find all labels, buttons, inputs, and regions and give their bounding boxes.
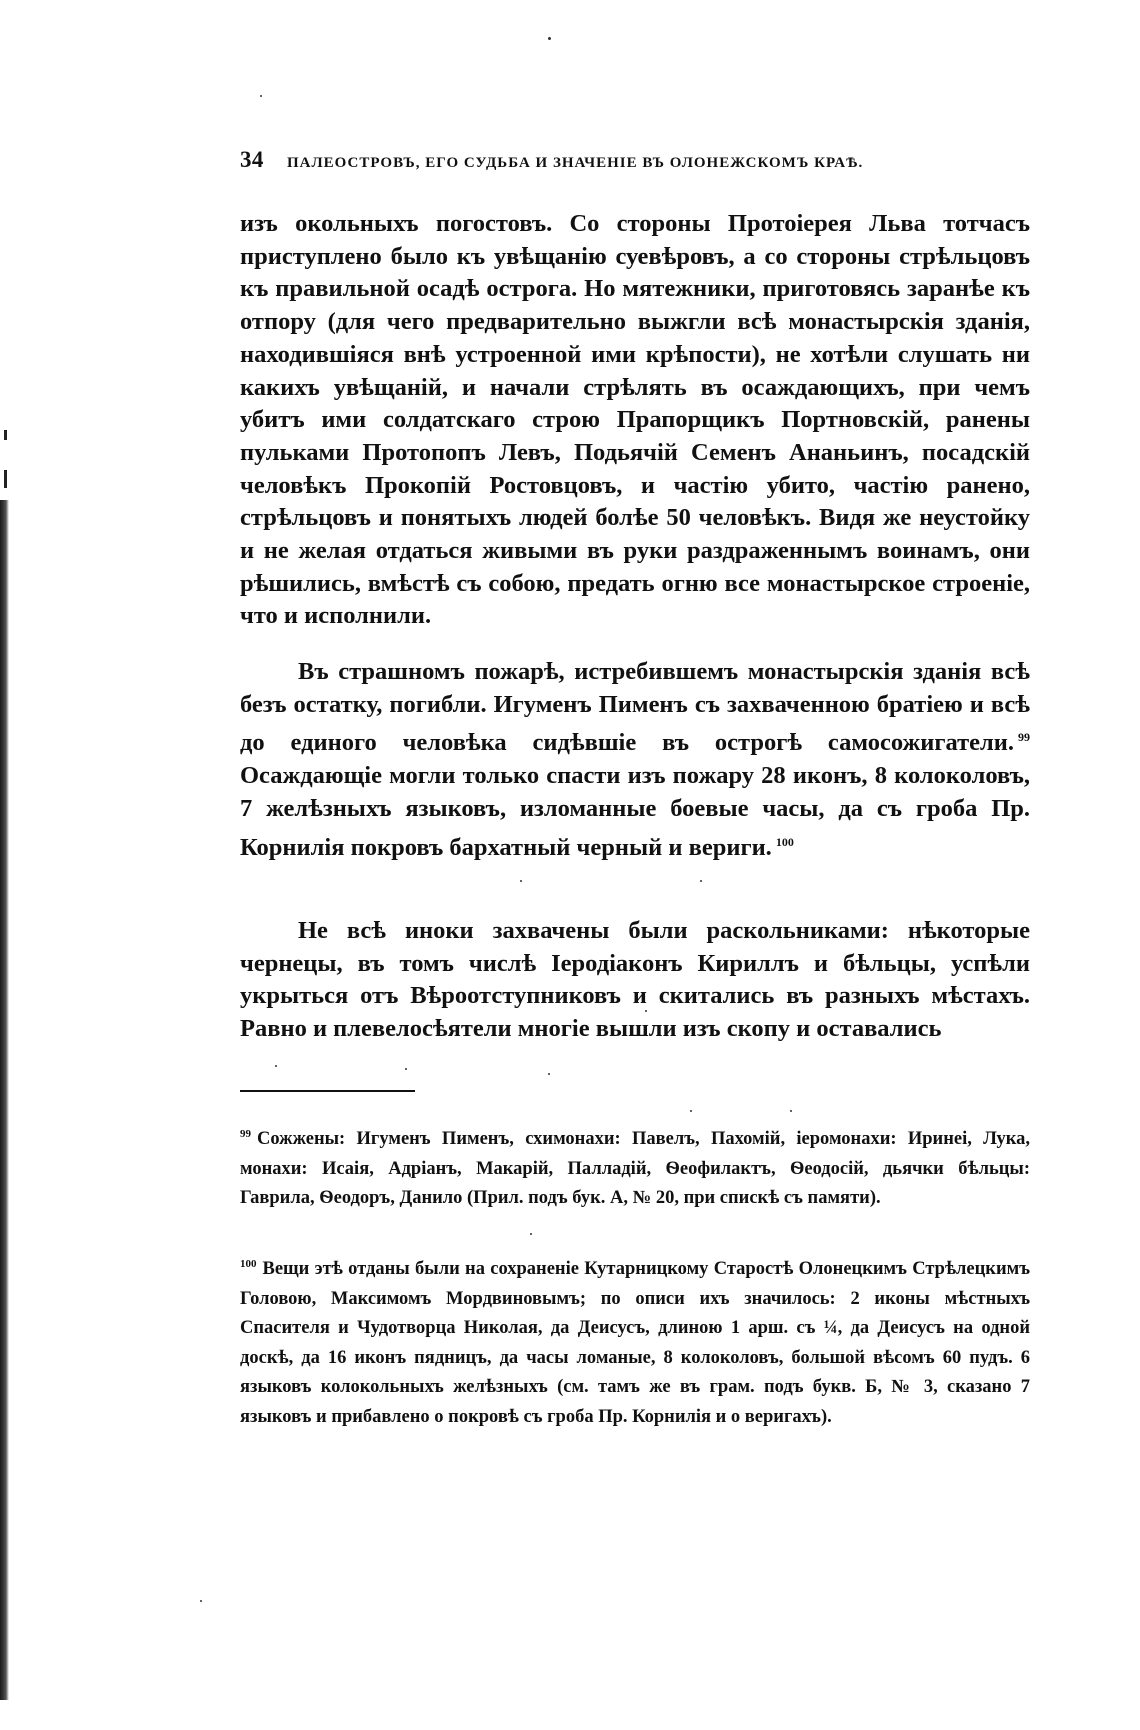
footnote-marker: 100 [240,1258,257,1270]
footnote-text: Вещи этѣ отданы были на сохраненіе Кутарницкому Старостѣ Олонецкимъ Стрѣлецкимъ Головою, Максимомъ Мордвиновымъ; по описи ихъ значилось: 2 иконы мѣстныхъ Спасителя и Чудотворца Николая, да Деисусъ, длиною 1 арш. съ ¼, да Деисусъ на одной доскѣ, да 16 иконъ пядницъ, да часы ломаные, 8 колоколовъ, большой вѣсомъ 60 пудъ. 6 языковъ колокольныхъ желѣзныхъ (см. тамъ же въ грам. подъ букв. Б, № 3, сказано 7 языковъ и прибавлено о покровѣ съ гроба Пр. Корнилія и о веригахъ). [240,1259,1030,1427]
scan-speck [690,1110,692,1112]
footnote-100 [240,1250,1030,1432]
paragraph-2 [240,656,1030,865]
paragraph-1: изъ окольныхъ погостовъ. Со стороны Протоіерея Льва тотчасъ приступлено было къ увѣщанію суевѣровъ, а со стороны стрѣльцовъ къ правильной осадѣ острога. Но мятежники, приготовясь заранѣе къ отпору (для чего предварительно выжгли всѣ монастырскія зданія, находившіяся внѣ устроенной ими крѣпости), не хотѣли слушать ни какихъ увѣщаній, и начали стрѣлять въ осаждающихъ, при чемъ убитъ ими солдатскаго строю Прапорщикъ Портновскій, ранены пульками Протопопъ Левъ, Подьячій Семенъ Ананьинъ, посадскій человѣкъ Прокопій Ростовцовъ, и частію убито, частію ранено, стрѣльцовъ и понятыхъ людей болѣе 50 человѣкъ. Видя же неустойку и не желая отдаться живыми въ руки раздраженнымъ воинамъ, они рѣшились, вмѣстѣ съ собою, предать огню все монастырское строеніе, что и исполнили. [240,210,1030,630]
scan-speck [530,1233,532,1235]
page-number: 34 [240,147,264,172]
binding-speck [4,430,7,440]
running-header [240,147,1030,173]
scan-speck [275,1065,277,1067]
footnote-ref-99[interactable]: 99 [1018,730,1030,745]
scan-speck [700,880,702,882]
footnote-ref-100[interactable]: 100 [775,834,794,849]
footnote-99 [240,1120,1030,1214]
paragraph-3: Не всѣ иноки захвачены были раскольниками: нѣкоторые чернецы, въ томъ числѣ Іеродіаконъ Кириллъ и бѣльцы, успѣли укрыться отъ Вѣроотступниковъ и скитались въ разныхъ мѣстахъ. Равно и плевелосѣятели многіе вышли изъ скопу и оставались [240,917,1030,1043]
running-title: ПАЛЕОСТРОВЪ, ЕГО СУДЬБА И ЗНАЧЕНІЕ ВЪ ОЛОНЕЖСКОМЪ КРАѢ. [286,155,864,171]
paragraph-2-continued: Осаждающіе могли только спасти изъ пожару 28 иконъ, 8 колоколовъ, 7 желѣзныхъ языковъ, изломанные боевые часы, да съ гроба Пр. Корнилія покровъ бархатный черный и вериги. [240,762,1030,861]
page-binding-edge [0,500,9,1700]
scan-speck [520,880,522,882]
scan-speck [790,1110,792,1112]
footnote-text: Сожжены: Игуменъ Пименъ, схимонахи: Павелъ, Пахомій, іеромонахи: Иринеі, Лука, монахи: Исаія, Адріанъ, Макарій, Палладій, Ѳеофилактъ, Ѳеодосій, дьячки бѣльцы: Гаврила, Ѳеодоръ, Данило (Прил. подъ бук. А, № 20, при спискѣ съ памяти). [240,1129,1030,1209]
scan-speck [260,95,262,97]
binding-speck [4,470,7,488]
footnote-marker: 99 [240,1128,251,1140]
footnote-separator [240,1090,415,1092]
paragraph-2-text: Въ страшномъ пожарѣ, истребившемъ монастырскія зданія всѣ безъ остатку, погибли. Игуменъ Пименъ съ захваченною братіею и всѣ до единого человѣка сидѣвшіе въ острогѣ самосожигатели. [240,658,1030,757]
scan-speck [405,1068,407,1070]
scan-speck [548,37,551,40]
scan-speck [200,1600,202,1602]
scan-speck [548,1073,550,1075]
